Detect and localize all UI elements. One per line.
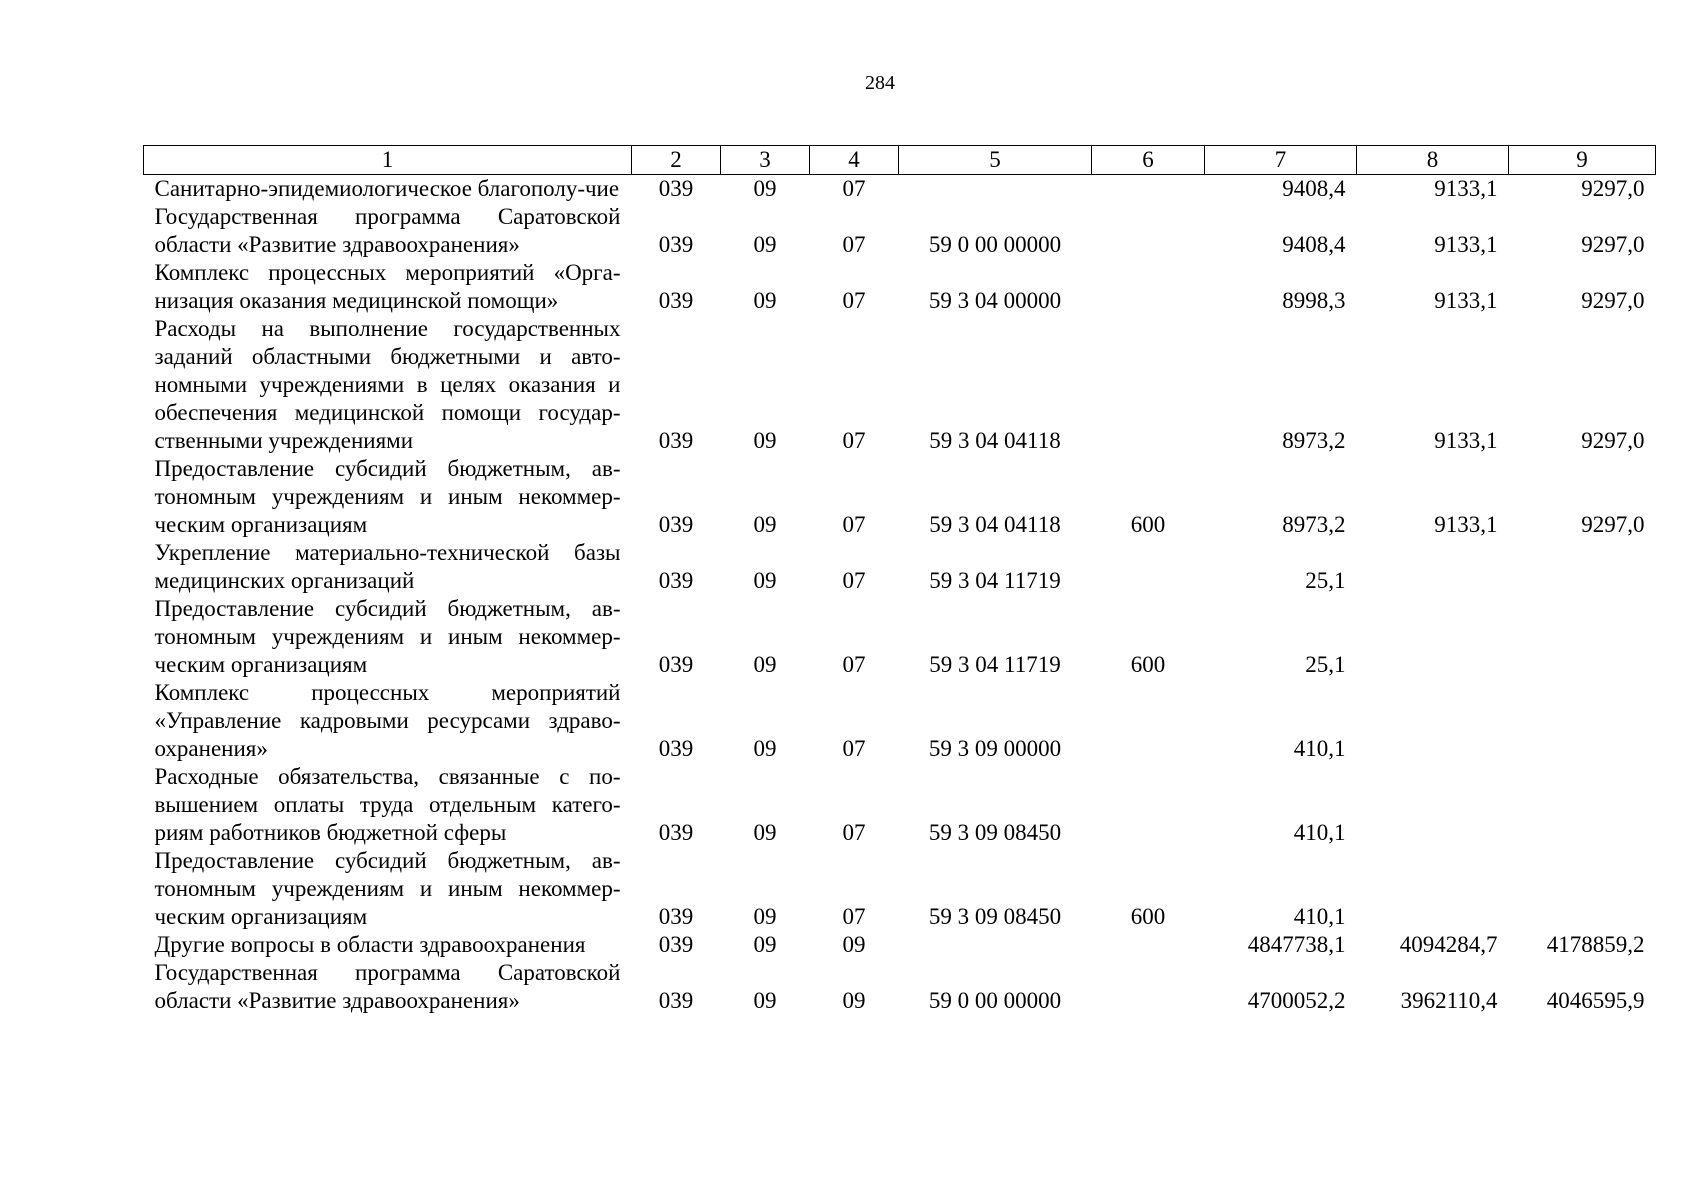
column-header: 6 bbox=[1092, 146, 1205, 175]
row-name: Государственная программа Саратовской области «Развитие здравоохранения» bbox=[154, 204, 621, 257]
cell-code-3: 09 bbox=[753, 988, 777, 1013]
cell-code-3: 09 bbox=[753, 736, 777, 761]
cell-amount-7: 4847738,1 bbox=[1247, 932, 1346, 957]
cell-code-4: 09 bbox=[842, 988, 866, 1013]
cell-amount-7: 8973,2 bbox=[1282, 512, 1346, 537]
cell-code-5: 59 3 04 04118 bbox=[929, 428, 1061, 453]
cell-code-2: 039 bbox=[658, 232, 694, 257]
cell-amount-9: 9297,0 bbox=[1581, 232, 1645, 257]
cell-code-3: 09 bbox=[753, 904, 777, 929]
cell-code-4: 07 bbox=[842, 652, 866, 677]
cell-code-3: 09 bbox=[753, 176, 777, 201]
row-name: Другие вопросы в области здравоохранения bbox=[154, 932, 586, 957]
cell-code-2: 039 bbox=[658, 568, 694, 593]
table-row bbox=[144, 175, 1656, 204]
cell-code-6: 600 bbox=[1130, 652, 1166, 677]
cell-code-4: 09 bbox=[842, 932, 866, 957]
cell-amount-7: 410,1 bbox=[1293, 820, 1346, 845]
table-row bbox=[144, 455, 1656, 539]
cell-code-2: 039 bbox=[658, 904, 694, 929]
cell-amount-8 bbox=[1357, 763, 1509, 847]
cell-code-6 bbox=[1092, 539, 1205, 595]
column-header: 1 bbox=[144, 146, 632, 175]
column-header: 4 bbox=[810, 146, 899, 175]
cell-amount-7: 410,1 bbox=[1293, 904, 1346, 929]
cell-amount-9: 9297,0 bbox=[1581, 176, 1645, 201]
cell-code-2: 039 bbox=[658, 652, 694, 677]
cell-code-2: 039 bbox=[658, 428, 694, 453]
cell-code-2: 039 bbox=[658, 820, 694, 845]
cell-code-6 bbox=[1092, 259, 1205, 315]
cell-amount-9 bbox=[1509, 847, 1656, 931]
table-row bbox=[144, 203, 1656, 259]
table-row bbox=[144, 539, 1656, 595]
cell-amount-9 bbox=[1509, 595, 1656, 679]
cell-code-5: 59 3 04 11719 bbox=[929, 652, 1061, 677]
row-name: Предоставление субсидий бюджетным, автономным учреждениям и иным некоммерческим организациям bbox=[154, 596, 621, 677]
cell-code-5: 59 3 09 00000 bbox=[928, 736, 1062, 761]
column-header: 9 bbox=[1509, 146, 1656, 175]
cell-code-2: 039 bbox=[658, 288, 694, 313]
cell-code-4: 07 bbox=[842, 232, 866, 257]
column-header: 7 bbox=[1205, 146, 1357, 175]
cell-code-4: 07 bbox=[842, 176, 866, 201]
table-row bbox=[144, 595, 1656, 679]
cell-amount-8: 9133,1 bbox=[1434, 176, 1498, 201]
cell-code-4: 07 bbox=[842, 568, 866, 593]
cell-code-4: 07 bbox=[842, 288, 866, 313]
cell-code-6 bbox=[1092, 959, 1205, 1015]
page-number: 284 bbox=[865, 72, 895, 94]
cell-code-5 bbox=[899, 175, 1092, 204]
cell-code-5: 59 3 04 00000 bbox=[928, 288, 1062, 313]
cell-amount-9 bbox=[1509, 763, 1656, 847]
cell-code-2: 039 bbox=[658, 736, 694, 761]
cell-amount-9 bbox=[1509, 679, 1656, 763]
cell-code-4: 07 bbox=[842, 736, 866, 761]
cell-code-5: 59 3 04 11719 bbox=[929, 568, 1061, 593]
cell-amount-9: 9297,0 bbox=[1581, 512, 1645, 537]
cell-amount-8 bbox=[1357, 679, 1509, 763]
cell-amount-7: 8998,3 bbox=[1282, 288, 1346, 313]
cell-amount-9: 9297,0 bbox=[1581, 288, 1645, 313]
cell-code-2: 039 bbox=[658, 512, 694, 537]
cell-amount-9: 4046595,9 bbox=[1546, 988, 1645, 1013]
cell-code-3: 09 bbox=[753, 428, 777, 453]
cell-amount-7: 410,1 bbox=[1293, 736, 1346, 761]
column-header: 3 bbox=[721, 146, 810, 175]
cell-amount-9: 9297,0 bbox=[1581, 428, 1645, 453]
cell-code-3: 09 bbox=[753, 652, 777, 677]
cell-code-3: 09 bbox=[753, 288, 777, 313]
cell-amount-7: 8973,2 bbox=[1282, 428, 1346, 453]
row-name: Предоставление субсидий бюджетным, автономным учреждениям и иным некоммерческим организациям bbox=[154, 848, 621, 929]
cell-code-6 bbox=[1092, 203, 1205, 259]
row-name: Комплекс процессных мероприятий «Управление кадровыми ресурсами здравоохранения» bbox=[154, 680, 621, 761]
cell-code-5: 59 3 09 08450 bbox=[928, 904, 1062, 929]
row-name: Укрепление материально-технической базы медицинских организаций bbox=[154, 540, 621, 593]
table-row bbox=[144, 259, 1656, 315]
cell-code-3: 09 bbox=[753, 568, 777, 593]
cell-amount-8 bbox=[1357, 539, 1509, 595]
column-header: 8 bbox=[1357, 146, 1509, 175]
cell-code-5: 59 0 00 00000 bbox=[928, 988, 1062, 1013]
cell-code-4: 07 bbox=[842, 512, 866, 537]
cell-amount-8: 9133,1 bbox=[1434, 288, 1498, 313]
row-name: Предоставление субсидий бюджетным, автономным учреждениям и иным некоммерческим организациям bbox=[154, 456, 621, 537]
cell-amount-8: 9133,1 bbox=[1434, 512, 1498, 537]
cell-code-5: 59 0 00 00000 bbox=[928, 232, 1062, 257]
cell-amount-9 bbox=[1509, 539, 1656, 595]
cell-amount-7: 25,1 bbox=[1305, 568, 1346, 593]
row-name: Расходные обязательства, связанные с повышением оплаты труда отдельным категориям работников бюджетной сферы bbox=[154, 764, 621, 845]
cell-code-3: 09 bbox=[753, 932, 777, 957]
cell-code-4: 07 bbox=[842, 820, 866, 845]
cell-code-4: 07 bbox=[842, 428, 866, 453]
cell-amount-8: 9133,1 bbox=[1434, 428, 1498, 453]
cell-code-3: 09 bbox=[753, 512, 777, 537]
cell-code-6: 600 bbox=[1130, 904, 1166, 929]
cell-amount-8: 3962110,4 bbox=[1400, 988, 1498, 1013]
cell-code-6: 600 bbox=[1130, 512, 1166, 537]
row-name: Государственная программа Саратовской области «Развитие здравоохранения» bbox=[154, 960, 621, 1013]
cell-code-6 bbox=[1092, 763, 1205, 847]
cell-amount-8 bbox=[1357, 595, 1509, 679]
row-name: Расходы на выполнение государственных заданий областными бюджетными и автономными учреждениями в целях оказания и обеспечения медицинской помощи государственными учреждениями bbox=[154, 316, 621, 453]
table-row bbox=[144, 847, 1656, 931]
cell-code-6 bbox=[1092, 679, 1205, 763]
cell-code-5: 59 3 09 08450 bbox=[928, 820, 1062, 845]
column-header: 2 bbox=[632, 146, 721, 175]
cell-amount-7: 9408,4 bbox=[1282, 176, 1346, 201]
cell-amount-7: 9408,4 bbox=[1282, 232, 1346, 257]
cell-code-6 bbox=[1092, 315, 1205, 455]
cell-code-2: 039 bbox=[658, 932, 694, 957]
table-row bbox=[144, 931, 1656, 959]
cell-amount-7: 4700052,2 bbox=[1247, 988, 1346, 1013]
cell-code-2: 039 bbox=[658, 988, 694, 1013]
cell-amount-8 bbox=[1357, 847, 1509, 931]
column-header: 5 bbox=[899, 146, 1092, 175]
cell-code-2: 039 bbox=[658, 176, 694, 201]
table-row bbox=[144, 959, 1656, 1015]
row-name: Санитарно-эпидемиологическое благополу-чие bbox=[154, 176, 620, 201]
cell-amount-8: 9133,1 bbox=[1434, 232, 1498, 257]
cell-code-5 bbox=[899, 931, 1092, 959]
table-header-row bbox=[144, 146, 1656, 175]
table-row bbox=[144, 679, 1656, 763]
cell-code-3: 09 bbox=[753, 820, 777, 845]
row-name: Комплекс процессных мероприятий «Организация оказания медицинской помощи» bbox=[154, 260, 621, 313]
cell-amount-9: 4178859,2 bbox=[1546, 932, 1645, 957]
budget-table bbox=[143, 145, 1656, 1015]
cell-amount-8: 4094284,7 bbox=[1399, 932, 1498, 957]
cell-code-4: 07 bbox=[842, 904, 866, 929]
cell-code-5: 59 3 04 04118 bbox=[929, 512, 1061, 537]
cell-code-6 bbox=[1092, 931, 1205, 959]
cell-code-3: 09 bbox=[753, 232, 777, 257]
cell-code-6 bbox=[1092, 175, 1205, 204]
table-row bbox=[144, 315, 1656, 455]
cell-amount-7: 25,1 bbox=[1305, 652, 1346, 677]
table-row bbox=[144, 763, 1656, 847]
